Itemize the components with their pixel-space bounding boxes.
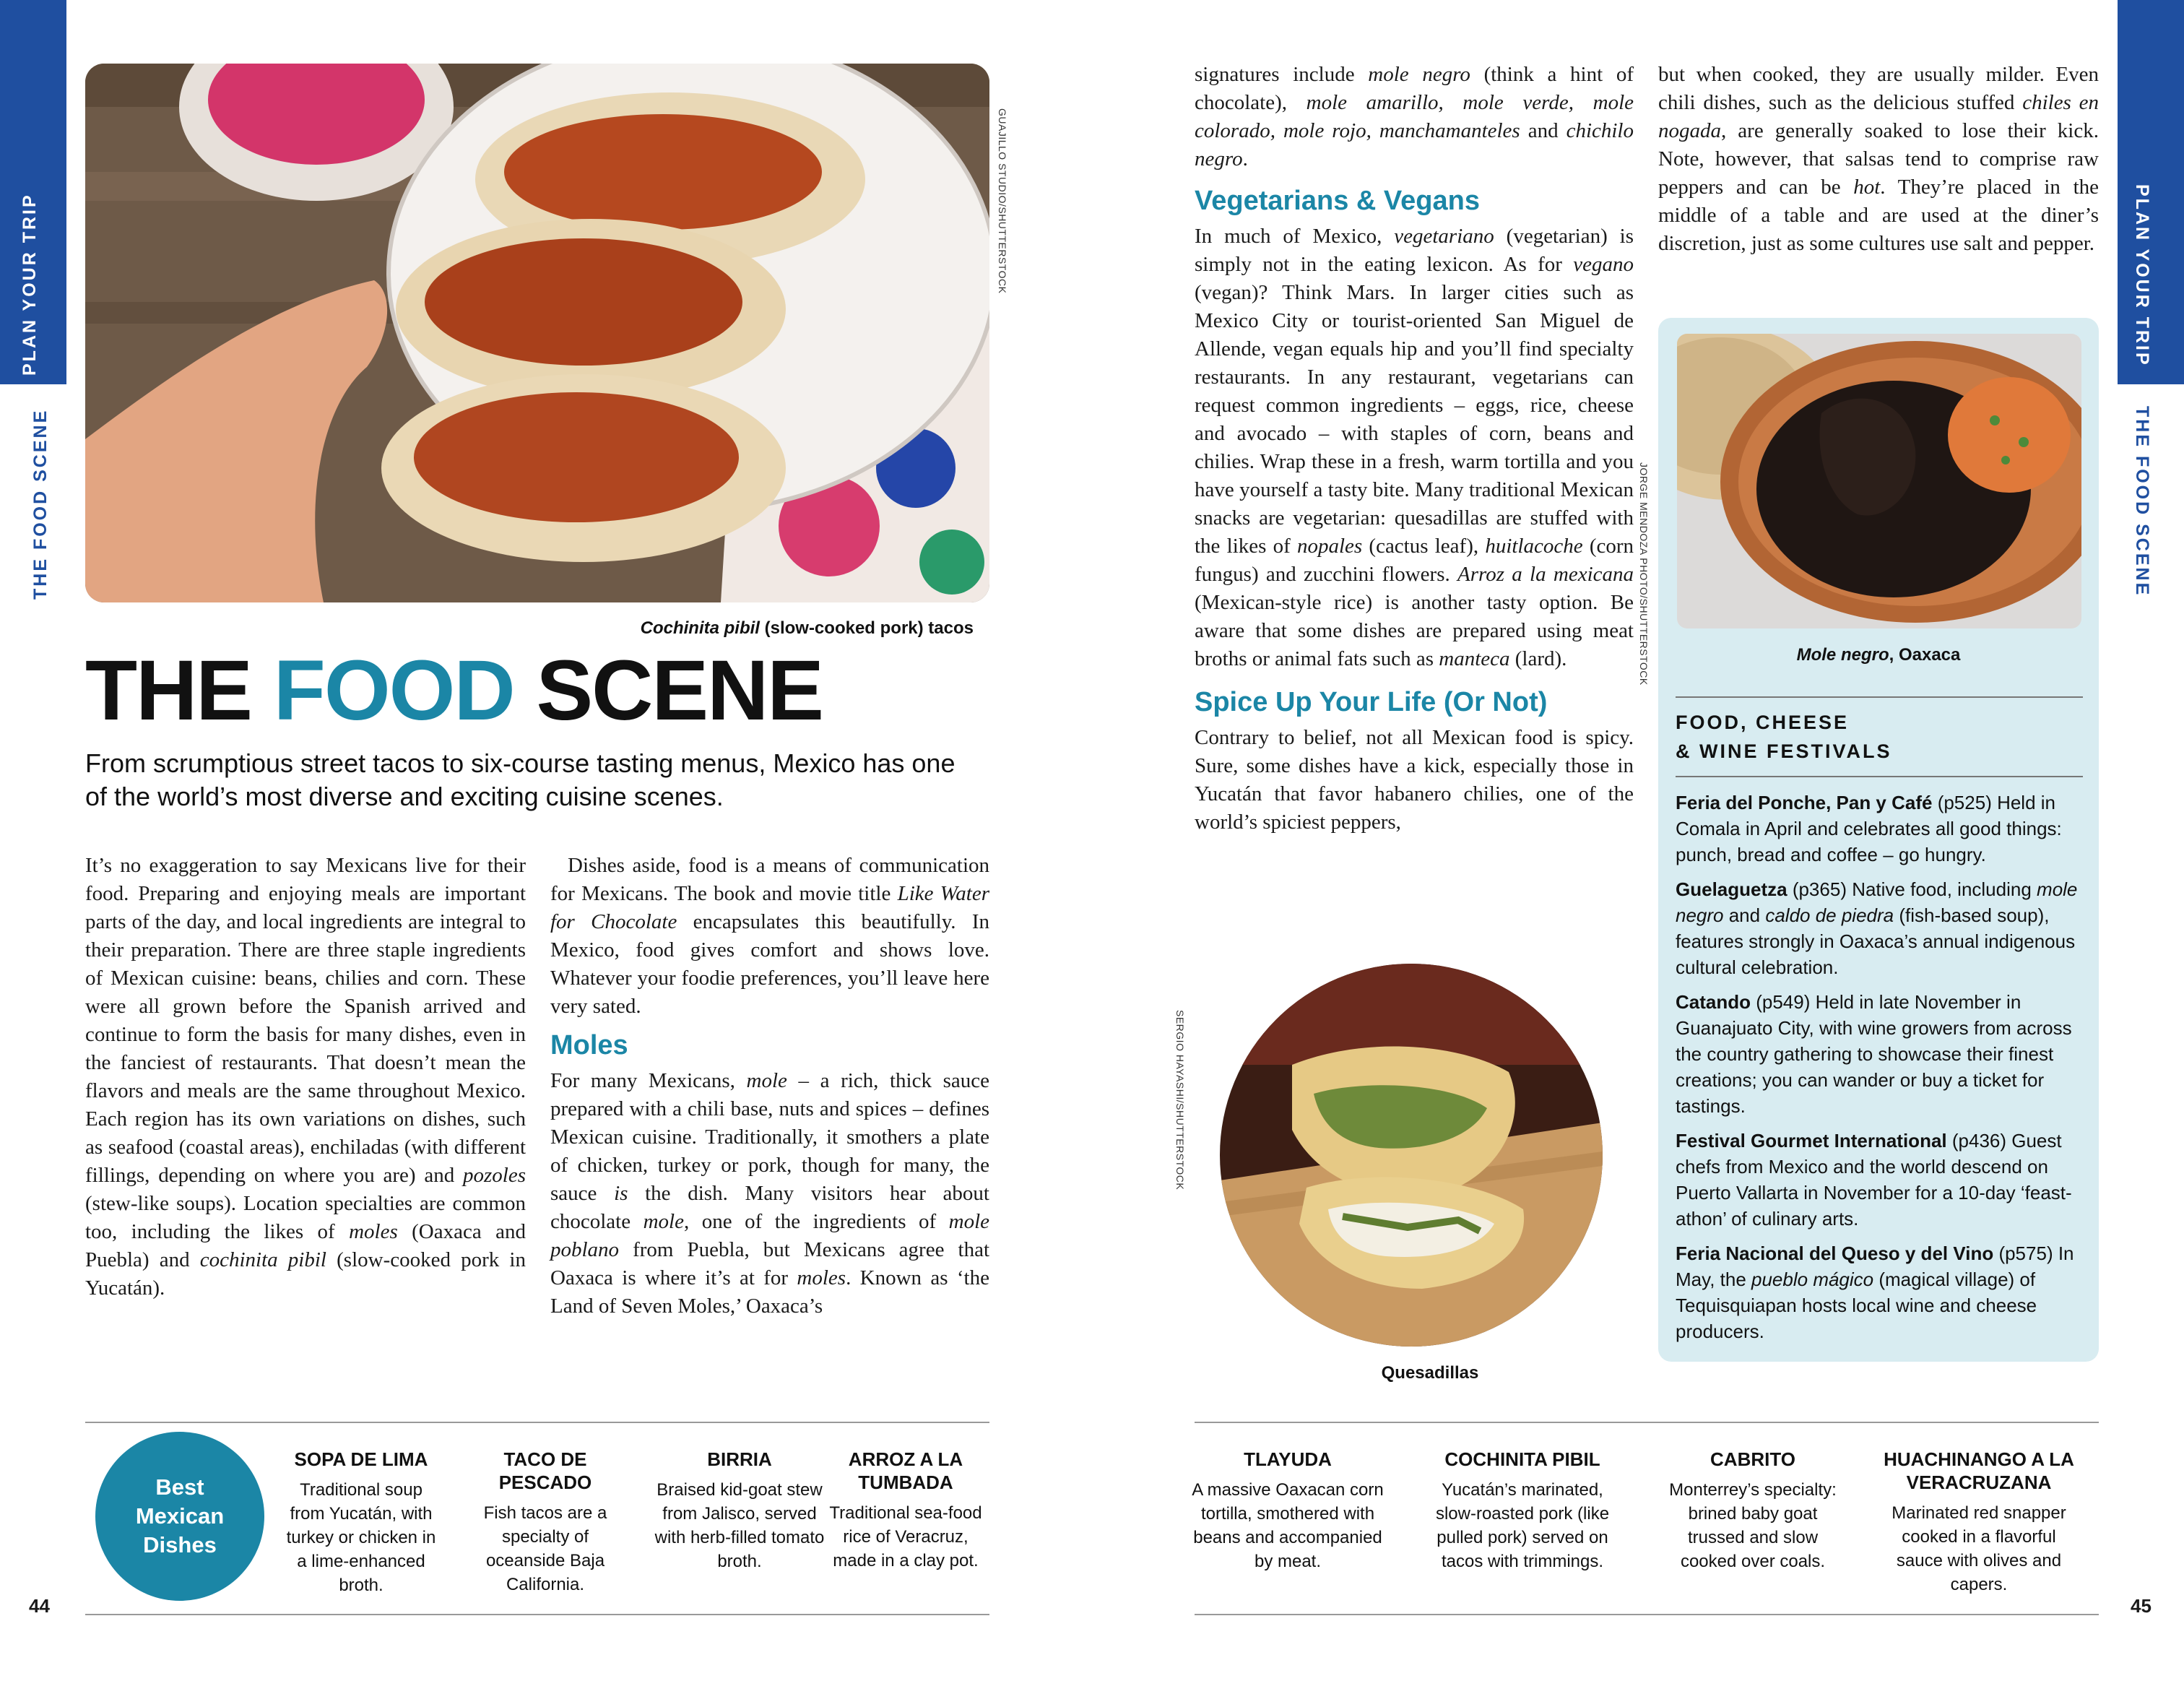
title-part-the: THE <box>85 643 274 738</box>
tacos-caption <box>506 618 974 639</box>
col4-a: but when cooked, they are usually milder. Even chili dishes, such as the delicious stuffed <box>1658 63 2099 114</box>
col3-p1-i2: mole amarillo, mole verde, mole colorado, mole rojo, manchamanteles <box>1195 91 1634 142</box>
dish-name: COCHINITA PIBIL <box>1444 1448 1600 1470</box>
col4-i1: chiles en nogada <box>1658 91 2099 142</box>
col1-italic-2: moles <box>349 1220 398 1243</box>
body-column-2 <box>550 852 989 1321</box>
festivals-heading <box>1676 708 2083 766</box>
vegetarians-heading: Vegetarians & Vegans <box>1195 186 1480 216</box>
col2-p2-d: , one of the ingredients of <box>683 1210 949 1233</box>
dish-card <box>285 1448 438 1597</box>
col3-p2-e: (corn fungus) and zucchini flowers. <box>1195 535 1634 586</box>
festival-description: and <box>1723 904 1766 926</box>
festivals-heading-line1: FOOD, CHEESE <box>1676 712 1850 733</box>
mole-photo <box>1677 334 2081 628</box>
tacos-photo <box>85 64 989 602</box>
festival-description: (p436) Guest chefs from Mexico and the world descend on Puerto Vallarta in November for a 10-day ‘feast-athon’ of culinary arts. <box>1676 1130 2072 1230</box>
festivals-heading-line2: & WINE FESTIVALS <box>1676 740 1892 762</box>
page-number-right: 45 <box>2131 1595 2152 1617</box>
col2-p2-i4: mole poblano <box>550 1210 989 1261</box>
festival-italic: mole negro <box>1676 878 2078 926</box>
dish-card <box>1192 1448 1384 1573</box>
col3-p2-a: In much of Mexico, <box>1195 225 1395 248</box>
col2-paragraph-1 <box>550 852 989 1021</box>
col3-p2-i5: Arroz a la mexicana <box>1457 563 1634 586</box>
dish-description: Marinated red snapper cooked in a flavorful sauce with olives and capers. <box>1892 1503 2066 1594</box>
col2-p2-c: the dish. Many visitors hear about chocolate <box>550 1182 989 1233</box>
dishes-bottom-rule-left <box>85 1614 989 1615</box>
festival-name: Feria Nacional del Queso y del Vino <box>1676 1243 1994 1264</box>
col3-p2-g: (lard). <box>1509 647 1567 670</box>
tacos-illustration <box>85 64 989 602</box>
col1-italic-3: cochinita pibil <box>199 1248 326 1271</box>
dish-card <box>469 1448 621 1596</box>
col3-paragraph-1 <box>1195 61 1634 173</box>
col2-p2-f: . Known as ‘the Land of Seven Moles,’ Oaxaca’s <box>550 1266 989 1318</box>
left-tab-label: PLAN YOUR TRIP <box>20 193 40 376</box>
col3-p1-a: signatures include <box>1195 63 1369 86</box>
best-dishes-badge: Best Mexican Dishes <box>95 1432 264 1601</box>
festival-item <box>1676 1240 2087 1344</box>
dish-name: BIRRIA <box>707 1448 772 1470</box>
col4-c: . They’re placed in the middle of a table and are used at the diner’s discretion, just as some cultures use salt and pepper. <box>1658 176 2099 255</box>
festival-description: (magical village) of Tequisquiapan hosts local wine and cheese producers. <box>1676 1269 2037 1342</box>
dish-name: HUACHINANGO A LA VERACRUZANA <box>1884 1448 2074 1493</box>
tacos-photo-credit: GUAJILLO STUDIO/SHUTTERSTOCK <box>997 108 1008 294</box>
col3-p2-d: (cactus leaf), <box>1362 535 1486 558</box>
col2-p1-text-b: encapsulates this beautifully. In Mexico, food gives comfort and shows love. Whatever your foodie preferences, you’ll leave here very sated. <box>550 910 989 1018</box>
page-number-left: 44 <box>29 1595 50 1617</box>
right-tab-label: PLAN YOUR TRIP <box>2132 184 2152 367</box>
col1-text-2: (stew-like soups). Location specialties are common too, including the likes of <box>85 1192 526 1243</box>
col2-p2-i3: mole <box>643 1210 684 1233</box>
quesadillas-photo <box>1220 964 1603 1347</box>
col3-p2-f: (Mexican-style rice) is another tasty option. Be aware that some dishes are prepared using meat broths or animal fats such as <box>1195 591 1634 670</box>
col3-p2-i3: nopales <box>1296 535 1363 558</box>
col3-paragraph-2 <box>1195 222 1634 673</box>
dish-description: Fish tacos are a specialty of oceanside Baja California. <box>483 1503 607 1594</box>
festival-name: Feria del Ponche, Pan y Café <box>1676 792 1933 813</box>
spice-heading: Spice Up Your Life (Or Not) <box>1195 687 1548 717</box>
dish-name: CABRITO <box>1710 1448 1795 1470</box>
page-title <box>85 641 823 740</box>
dish-card <box>654 1448 825 1573</box>
intro-paragraph: From scrumptious street tacos to six-course tasting menus, Mexico has one of the world’s most diverse and exciting cuisine scenes. <box>85 748 956 811</box>
dishes-top-rule-right <box>1195 1422 2099 1423</box>
tacos-caption-italic: Cochinita pibil <box>640 618 760 638</box>
dish-card <box>1658 1448 1847 1573</box>
festival-name: Catando <box>1676 991 1751 1013</box>
quesadillas-illustration <box>1220 964 1603 1347</box>
tacos-caption-rest: (slow-cooked pork) tacos <box>759 618 974 638</box>
col4-b: , are generally soaked to lose their kick. Note, however, that salsas tend to comprise raw peppers and can be <box>1658 119 2099 199</box>
festival-description: (p549) Held in late November in Guanajuato City, with wine growers from across the country gathering to showcase their finest creations; you can wander or buy a ticket for tastings. <box>1676 991 2072 1117</box>
festival-name: Guelaguetza <box>1676 878 1788 900</box>
col1-paragraph <box>85 852 526 1302</box>
mole-illustration <box>1677 334 2081 628</box>
body-column-1 <box>85 852 526 1302</box>
festival-italic: pueblo mágico <box>1751 1269 1874 1290</box>
festival-name: Festival Gourmet International <box>1676 1130 1947 1151</box>
col3-p2-i2: vegano <box>1573 253 1634 276</box>
col1-italic-1: pozoles <box>463 1164 526 1187</box>
col3-p2-i1: vegetariano <box>1394 225 1494 248</box>
col4-paragraph <box>1658 61 2099 258</box>
col4-i2: hot <box>1853 176 1881 199</box>
body-column-4 <box>1658 61 2099 258</box>
col2-p2-i5: moles <box>797 1266 846 1289</box>
col3-p1-c: and <box>1520 119 1566 142</box>
title-part-scene: SCENE <box>514 643 823 738</box>
dish-description: A massive Oaxacan corn tortilla, smothered with beans and accompanied by meat. <box>1192 1480 1384 1571</box>
col2-p2-i1: mole <box>746 1069 787 1092</box>
col2-p2-e: from Puebla, but Mexicans agree that Oaxaca is where it’s at for <box>550 1238 989 1289</box>
col3-p1-d: . <box>1242 147 1248 170</box>
dish-name: TLAYUDA <box>1244 1448 1332 1470</box>
dishes-bottom-rule-right <box>1195 1614 2099 1615</box>
moles-heading: Moles <box>550 1030 628 1060</box>
col3-p1-i3: chichilo negro <box>1195 119 1634 170</box>
col1-text-3: (Oaxaca and Puebla) and <box>85 1220 526 1271</box>
mole-caption <box>1658 645 2099 665</box>
quesadillas-caption: Quesadillas <box>1381 1363 1479 1383</box>
col2-p1-text-a: Dishes aside, food is a means of communication for Mexicans. The book and movie title <box>550 854 989 905</box>
dish-name: ARROZ A LA TUMBADA <box>848 1448 963 1493</box>
festival-item <box>1676 1128 2087 1232</box>
festivals-top-rule <box>1676 696 2083 698</box>
col3-p1-b: (think a hint of chocolate), <box>1195 63 1634 114</box>
mole-caption-rest: , Oaxaca <box>1889 645 1961 665</box>
dish-card <box>829 1448 982 1573</box>
festival-italic: caldo de piedra <box>1765 904 1894 926</box>
festival-description: (p525) Held in Comala in April and celebrates all good things: punch, bread and coffee – go hungry. <box>1676 792 2062 865</box>
col3-p1-i1: mole negro <box>1368 63 1470 86</box>
dish-name: TACO DE PESCADO <box>498 1448 592 1493</box>
quesadillas-photo-credit: SERGIO HAYASHI/SHUTTERSTOCK <box>1174 1010 1186 1190</box>
col1-text-1: It’s no exaggeration to say Mexicans live for their food. Preparing and enjoying meals are important parts of the day, and local ingredients are integral to their preparation. There are three staple ingredients of Mexican cuisine: beans, chilies and corn. These were all grown before the Spanish arrived and continue to form the basis for many dishes, even in the fanciest of restaurants. That doesn’t mean the flavors and meals are the same throughout Mexico. Each region has its own variations on dishes, such as seafood (coastal areas), enchiladas (with different fillings, depending on where you are) and <box>85 854 526 1187</box>
festivals-heading-rule <box>1676 776 2083 777</box>
dish-description: Monterrey’s specialty: brined baby goat trussed and slow cooked over coals. <box>1669 1480 1837 1571</box>
festival-item <box>1676 989 2087 1119</box>
right-section-label: THE FOOD SCENE <box>2132 406 2152 597</box>
festival-description: (p365) Native food, including <box>1787 878 2037 900</box>
col3-paragraph-3: Contrary to belief, not all Mexican food is spicy. Sure, some dishes have a kick, especially those in Yucatán that favor habanero chilies, one of the world’s spiciest peppers, <box>1195 726 1634 834</box>
col1-text-4: (slow-cooked pork in Yucatán). <box>85 1248 526 1300</box>
col2-p2-i2: is <box>614 1182 628 1205</box>
col3-p2-i4: huitlacoche <box>1485 535 1583 558</box>
festival-description: (fish-based soup), features strongly in Oaxaca’s annual indigenous cultural celebration. <box>1676 904 2076 978</box>
dish-name: SOPA DE LIMA <box>294 1448 428 1470</box>
body-column-3 <box>1195 61 1634 837</box>
col3-p2-b: (vegetarian) is simply not in the eating lexicon. As for <box>1195 225 1634 276</box>
festivals-list <box>1676 790 2087 1353</box>
festival-item <box>1676 876 2087 980</box>
dish-description: Traditional sea-food rice of Veracruz, made in a clay pot. <box>829 1503 982 1570</box>
col2-paragraph-2 <box>550 1067 989 1321</box>
title-part-food: FOOD <box>273 643 514 738</box>
col2-p2-a: For many Mexicans, <box>550 1069 747 1092</box>
col3-p2-i6: manteca <box>1439 647 1510 670</box>
festival-description: (p575) In May, the <box>1676 1243 2074 1290</box>
left-section-label: THE FOOD SCENE <box>30 408 51 600</box>
mole-photo-credit: JORGE MENDOZA PHOTO/SHUTTERSTOCK <box>1638 462 1650 686</box>
dishes-top-rule-left <box>85 1422 989 1423</box>
dish-card <box>1434 1448 1611 1573</box>
dish-description: Yucatán’s marinated, slow-roasted pork (like pulled pork) served on tacos with trimmings. <box>1435 1480 1610 1571</box>
dish-description: Traditional soup from Yucatán, with turkey or chicken in a lime-enhanced broth. <box>286 1480 436 1595</box>
col3-p2-c: (vegan)? Think Mars. In larger cities such as Mexico City or tourist-oriented San Miguel de Allende, vegan equals hip and you’ll find specialty restaurants. In any restaurant, vegetarians can request common ingredients – eggs, rice, cheese and avocado – with staples of corn, beans and chilies. Wrap these in a fresh, warm tortilla and you have yourself a tasty bite. Many traditional Mexican snacks are vegetarian: quesadillas are stuffed with the likes of <box>1195 281 1634 558</box>
mole-caption-italic: Mole negro <box>1796 645 1889 665</box>
festival-item <box>1676 790 2087 868</box>
dish-card <box>1878 1448 2080 1596</box>
dish-description: Braised kid-goat stew from Jalisco, served with herb-filled tomato broth. <box>654 1480 825 1571</box>
col2-p1-italic: Like Water for Chocolate <box>550 882 990 933</box>
col2-p2-b: – a rich, thick sauce prepared with a chili base, nuts and spices – defines Mexican cuisine. Traditionally, it smothers a plate of chicken, turkey or pork, though for many, the sauce <box>550 1069 989 1205</box>
